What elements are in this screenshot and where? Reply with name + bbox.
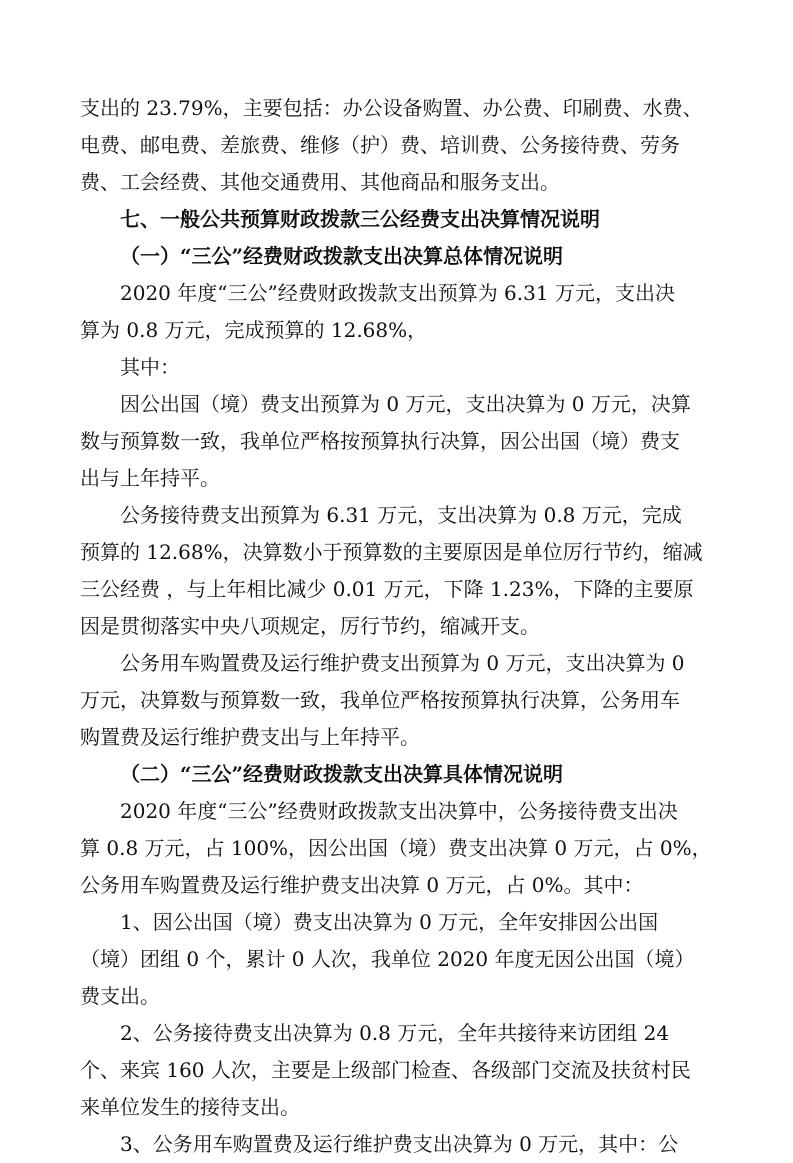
p3-line-3: 出与上年持平。 bbox=[80, 466, 220, 490]
p4-line-2: 预算的 12.68%，决算数小于预算数的主要原因是单位厉行节约，缩减 bbox=[80, 540, 703, 564]
p9-line-1: 3、公务用车购置费及运行维护费支出决算为 0 万元，其中：公 bbox=[120, 1132, 679, 1156]
p3-line-1: 因公出国（境）费支出预算为 0 万元，支出决算为 0 万元，决算 bbox=[120, 392, 691, 416]
intro-line-3: 费、工会经费、其他交通费用、其他商品和服务支出。 bbox=[80, 170, 560, 194]
p1-line-1: 2020 年度“三公”经费财政拨款支出预算为 6.31 万元，支出决 bbox=[120, 281, 675, 305]
subsection-heading-1: （一）“三公”经费财政拨款支出决算总体情况说明 bbox=[120, 244, 564, 268]
p8-line-2: 个、来宾 160 人次，主要是上级部门检查、各级部门交流及扶贫村民 bbox=[80, 1058, 691, 1082]
intro-line-1: 支出的 23.79%，主要包括：办公设备购置、办公费、印刷费、水费、 bbox=[80, 96, 703, 120]
p6-line-2: 算 0.8 万元，占 100%，因公出国（境）费支出决算 0 万元，占 0%， bbox=[80, 836, 712, 860]
p6-line-3: 公务用车购置费及运行维护费支出决算 0 万元，占 0%。其中： bbox=[80, 873, 644, 897]
p1-line-2: 算为 0.8 万元，完成预算的 12.68%， bbox=[80, 318, 428, 342]
p5-line-3: 购置费及运行维护费支出与上年持平。 bbox=[80, 725, 420, 749]
p3-line-2: 数与预算数一致，我单位严格按预算执行决算，因公出国（境）费支 bbox=[80, 429, 680, 453]
subsection-heading-2: （二）“三公”经费财政拨款支出决算具体情况说明 bbox=[120, 762, 564, 786]
section-heading-7: 七、一般公共预算财政拨款三公经费支出决算情况说明 bbox=[120, 207, 600, 231]
p4-line-4: 因是贯彻落实中央八项规定，厉行节约，缩减开支。 bbox=[80, 614, 540, 638]
p2-line-1: 其中： bbox=[120, 355, 180, 379]
p5-line-2: 万元，决算数与预算数一致，我单位严格按预算执行决算，公务用车 bbox=[80, 688, 680, 712]
p7-line-1: 1、因公出国（境）费支出决算为 0 万元，全年安排因公出国 bbox=[120, 910, 659, 934]
p8-line-1: 2、公务接待费支出决算为 0.8 万元，全年共接待来访团组 24 bbox=[120, 1021, 670, 1045]
p4-line-3: 三公经费 ，与上年相比减少 0.01 万元，下降 1.23%，下降的主要原 bbox=[80, 577, 694, 601]
document-body bbox=[80, 90, 728, 1163]
p7-line-2: （境）团组 0 个，累计 0 人次，我单位 2020 年度无因公出国（境） bbox=[80, 947, 695, 971]
intro-line-2: 电费、邮电费、差旅费、维修（护）费、培训费、公务接待费、劳务 bbox=[80, 133, 680, 157]
p4-line-1: 公务接待费支出预算为 6.31 万元，支出决算为 0.8 万元，完成 bbox=[120, 503, 682, 527]
p7-line-3: 费支出。 bbox=[80, 984, 160, 1008]
p8-line-3: 来单位发生的接待支出。 bbox=[80, 1095, 300, 1119]
p5-line-1: 公务用车购置费及运行维护费支出预算为 0 万元，支出决算为 0 bbox=[120, 651, 685, 675]
p6-line-1: 2020 年度“三公”经费财政拨款支出决算中，公务接待费支出决 bbox=[120, 799, 678, 823]
